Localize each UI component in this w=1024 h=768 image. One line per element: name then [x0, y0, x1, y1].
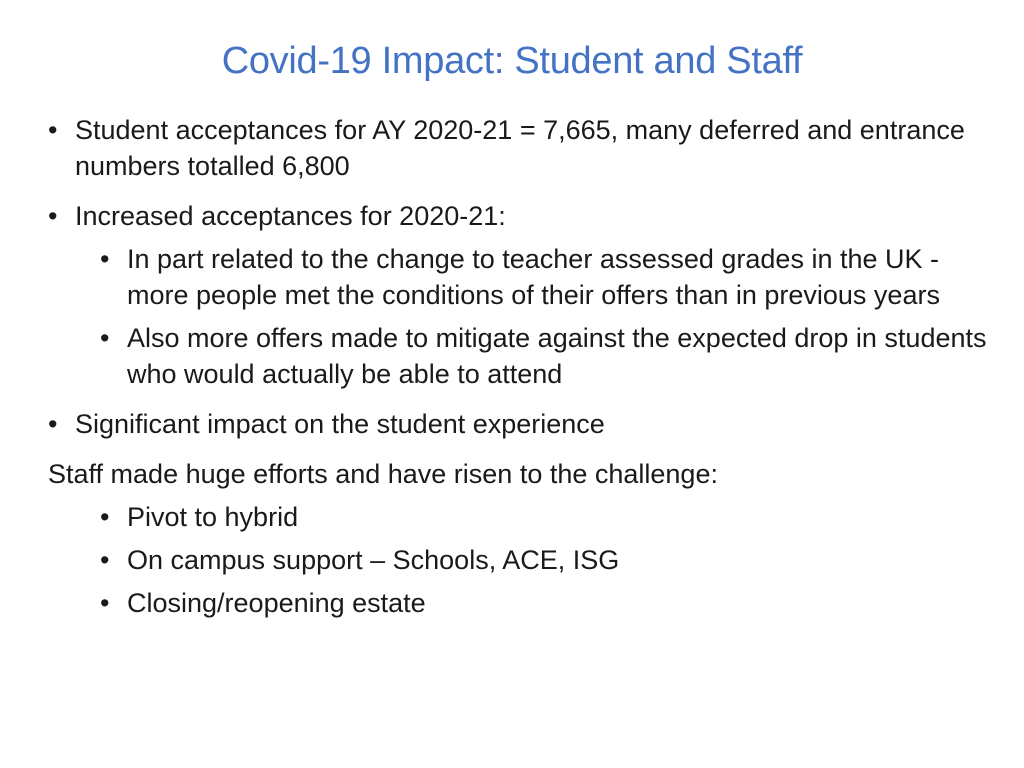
staff-item	[100, 499, 998, 535]
bullet-glyph: •	[48, 115, 58, 145]
bullet-text: Increased acceptances for 2020-21:	[75, 201, 506, 231]
bullet-glyph: •	[100, 502, 110, 532]
sub-bullet-text: Also more offers made to mitigate against the expected drop in students who would actually be able to attend	[127, 323, 987, 389]
sub-bullet-item	[100, 241, 998, 313]
slide-title: Covid-19 Impact: Student and Staff	[221, 40, 803, 82]
bullet-item	[48, 112, 998, 184]
bullet-text: Student acceptances for AY 2020-21 = 7,665, many deferred and entrance numbers totalled 6,800	[75, 115, 965, 181]
bullet-glyph: •	[48, 201, 58, 231]
bullet-glyph: •	[100, 323, 110, 353]
bullet-text: Significant impact on the student experience	[75, 409, 605, 439]
staff-item-text: Pivot to hybrid	[127, 502, 299, 532]
staff-item-text: On campus support – Schools, ACE, ISG	[127, 545, 620, 575]
staff-item	[100, 542, 998, 578]
bullet-glyph: •	[100, 244, 110, 274]
sub-bullet-item	[100, 320, 998, 392]
bullet-item	[48, 406, 998, 442]
staff-item	[100, 585, 998, 621]
bullet-glyph: •	[100, 545, 110, 575]
staff-heading: Staff made huge efforts and have risen to the challenge:	[48, 459, 718, 489]
bullet-glyph: •	[48, 409, 58, 439]
bullet-glyph: •	[100, 588, 110, 618]
slide-body	[48, 112, 998, 621]
staff-item-text: Closing/reopening estate	[127, 588, 426, 618]
bullet-item	[48, 198, 998, 234]
sub-bullet-text: In part related to the change to teacher assessed grades in the UK - more people met the conditions of their offers than in previous years	[127, 244, 940, 310]
